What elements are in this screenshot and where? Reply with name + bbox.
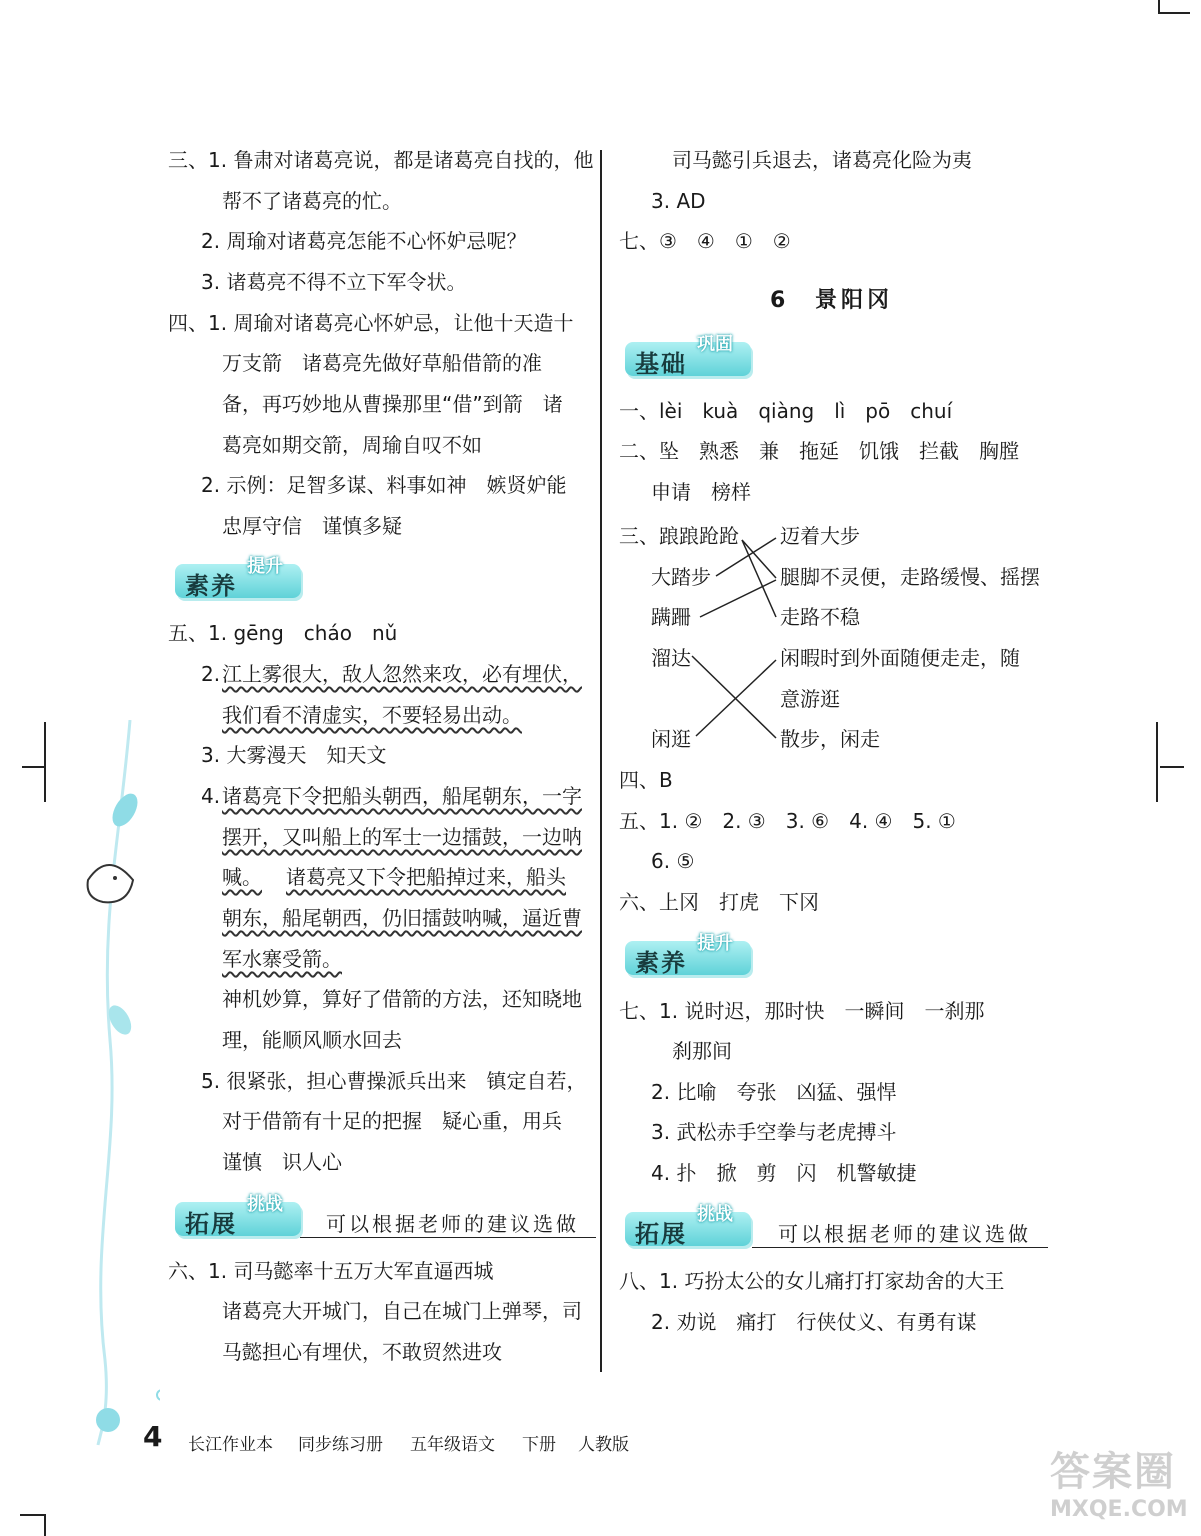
footer-item: 五年级语文 [410, 1435, 495, 1455]
right-line: 申请 榜样 [651, 480, 751, 504]
badge-sub: 提升 [697, 933, 733, 954]
left-line: 神机妙算，算好了借箭的方法，还知晓地 [222, 987, 582, 1011]
badge-sub: 挑战 [697, 1204, 733, 1225]
match-left-item: 大踏步 [651, 565, 711, 589]
left-line: 忠厚守信 谨慎多疑 [222, 514, 402, 538]
lesson-number: 6 [770, 288, 790, 313]
hint-underline [752, 1247, 1048, 1248]
lesson-name: 景阳冈 [814, 288, 893, 313]
right-line: 七、③ ④ ① ② [619, 229, 791, 253]
optional-hint: 可以根据老师的建议选做 [778, 1222, 1031, 1246]
left-line: 葛亮如期交箭，周瑜自叹不如 [222, 433, 482, 457]
match-right-item: 迈着大步 [780, 524, 860, 548]
right-line: 司马懿引兵退去，诸葛亮化险为夷 [672, 148, 972, 172]
left-line: 万支箭 诸葛亮先做好草船借箭的准 [222, 351, 542, 375]
right-line: 刹那间 [672, 1039, 732, 1063]
right-line: 6. ⑤ [651, 849, 695, 873]
right-line: 2. 比喻 夸张 凶猛、强悍 [651, 1080, 897, 1104]
watermark [1050, 1440, 1190, 1530]
badge-main: 素养 [185, 572, 237, 600]
right-line: 二、坠 熟悉 兼 拖延 饥饿 拦截 胸膛 [619, 439, 1019, 463]
badge-main: 基础 [635, 350, 687, 378]
underlined-answer: 军水寨受箭。 [222, 947, 342, 971]
right-line: 2. 劝说 痛打 行侠仗义、有勇有谋 [651, 1310, 977, 1334]
left-line: 五、1. gēng cháo nǔ [168, 621, 398, 645]
underlined-answer: 我们看不清虚实，不要轻易出动。 [222, 703, 522, 727]
watermark-text: 答案圈 [1050, 1449, 1176, 1495]
badge-main: 素养 [635, 949, 687, 977]
left-line: 帮不了诸葛亮的忙。 [222, 189, 402, 213]
left-line: 谨慎 识人心 [222, 1150, 342, 1174]
left-line: 2. [201, 662, 221, 686]
left-line: 2. 周瑜对诸葛亮怎能不心怀妒忌呢？ [201, 229, 527, 253]
match-right-item: 腿脚不灵便，走路缓慢、摇摆 [780, 565, 1040, 589]
badge-sub: 挑战 [247, 1194, 283, 1215]
left-line: 三、1. 鲁肃对诸葛亮说，都是诸葛亮自找的，他 [168, 148, 594, 172]
right-line: 四、B [619, 768, 673, 792]
right-line: 4. 扑 掀 剪 闪 机警敏捷 [651, 1161, 917, 1185]
match-right-item: 走路不稳 [780, 605, 860, 629]
footer-item: 长江作业本 [188, 1435, 273, 1455]
right-line: 五、1. ② 2. ③ 3. ⑥ 4. ④ 5. ① [619, 809, 956, 833]
section-badge-tuozhan [625, 1206, 755, 1248]
match-left-item: 闲逛 [651, 727, 691, 751]
section-badge-suyang [625, 935, 755, 977]
match-left-item: 溜达 [651, 646, 691, 670]
match-right-item: 散步，闲走 [780, 727, 880, 751]
left-line: 4. [201, 784, 221, 808]
underlined-answer: 江上雾很大，敌人忽然来攻，必有埋伏， [222, 662, 582, 686]
right-line: 八、1. 巧扮太公的女儿痛打打家劫舍的大王 [619, 1269, 1005, 1293]
left-line: 3. 大雾漫天 知天文 [201, 743, 387, 767]
watermark-url: MXQE.COM [1050, 1497, 1188, 1522]
left-line: 备，再巧妙地从曹操那里“借”到箭 诸 [222, 392, 563, 416]
match-left-item: 三、踉踉跄跄 [619, 524, 739, 548]
footer-item: 同步练习册 [298, 1435, 383, 1455]
optional-hint: 可以根据老师的建议选做 [326, 1212, 579, 1236]
left-line: 对于借箭有十足的把握 疑心重，用兵 [222, 1109, 562, 1133]
match-right-item: 意游逛 [780, 687, 840, 711]
left-line: 5. 很紧张，担心曹操派兵出来 镇定自若， [201, 1069, 587, 1093]
badge-sub: 提升 [247, 556, 283, 577]
page-number: 4 [143, 1420, 163, 1453]
right-line: 3. 武松赤手空拳与老虎搏斗 [651, 1120, 897, 1144]
underlined-answer: 朝东，船尾朝西，仍旧擂鼓呐喊，逼近曹 [222, 906, 582, 930]
badge-main: 拓展 [185, 1210, 237, 1238]
left-line: 六、1. 司马懿率十五万大军直逼西城 [168, 1259, 494, 1283]
match-left-item: 蹒跚 [651, 605, 691, 629]
right-line: 3. AD [651, 189, 706, 213]
badge-sub: 巩固 [697, 334, 733, 355]
right-line: 七、1. 说时迟，那时快 一瞬间 一刹那 [619, 999, 985, 1023]
underlined-answer: 诸葛亮下令把船头朝西，船尾朝东，一字 [222, 784, 582, 808]
left-line: 2. 示例：足智多谋、料事如神 嫉贤妒能 [201, 473, 567, 497]
right-line: 一、lèi kuà qiàng lì pō chuí [619, 399, 953, 423]
left-line: 理，能顺风顺水回去 [222, 1028, 402, 1052]
match-right-item: 闲暇时到外面随便走走，随 [780, 646, 1020, 670]
underlined-answer: 喊。 [222, 865, 262, 889]
footer-item: 人教版 [578, 1435, 629, 1455]
underlined-answer: 诸葛亮又下令把船掉过来，船头 [286, 865, 566, 889]
left-line: 马懿担心有埋伏，不敢贸然进攻 [222, 1340, 502, 1364]
left-line: 诸葛亮大开城门，自己在城门上弹琴，司 [222, 1299, 582, 1323]
footer-item: 下册 [522, 1435, 556, 1455]
left-line: 3. 诸葛亮不得不立下军令状。 [201, 270, 467, 294]
badge-main: 拓展 [635, 1220, 687, 1248]
right-line: 六、上冈 打虎 下冈 [619, 890, 819, 914]
underlined-answer: 摆开，又叫船上的军士一边擂鼓，一边呐 [222, 825, 582, 849]
left-line: 四、1. 周瑜对诸葛亮心怀妒忌，让他十天造十 [168, 311, 574, 335]
